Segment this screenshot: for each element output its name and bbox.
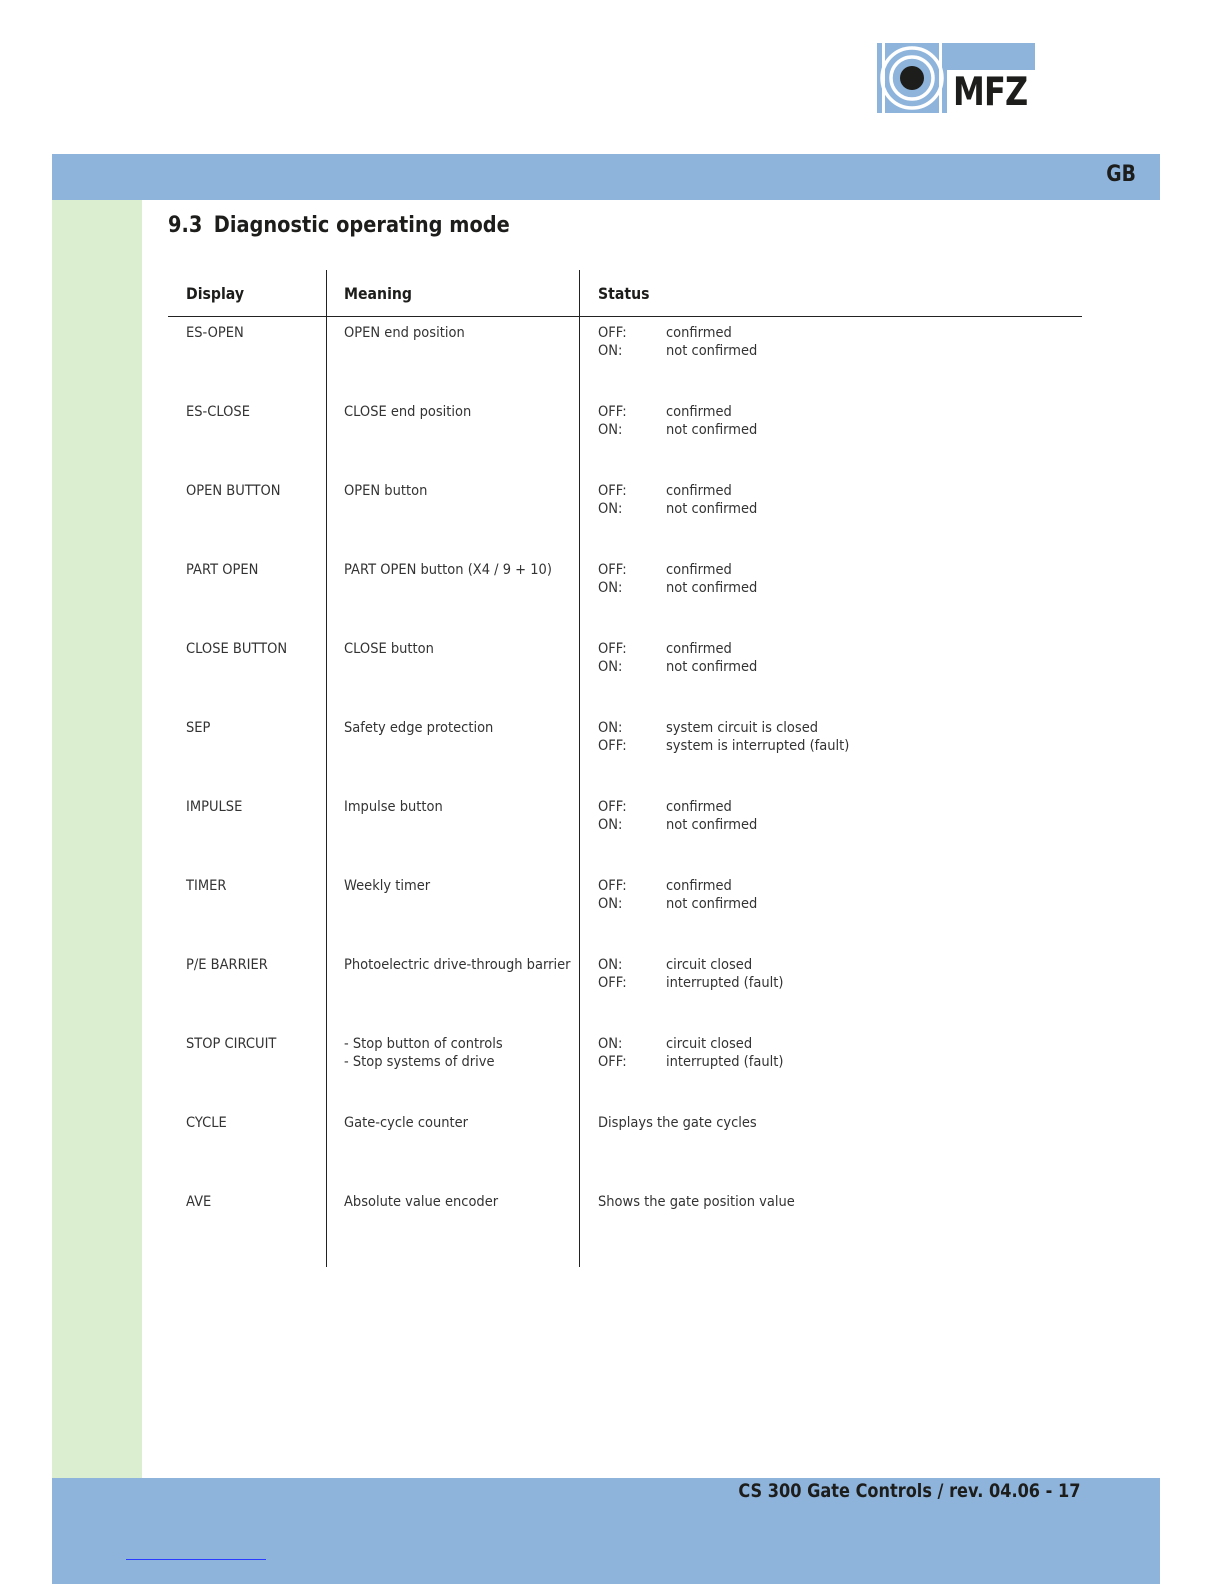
status-description: system circuit is closed — [666, 720, 819, 736]
status-description: confirmed — [666, 799, 732, 815]
status-description: interrupted (fault) — [666, 1054, 784, 1070]
status-description: Displays the gate cycles — [598, 1115, 757, 1131]
display-cell: ES-OPEN — [186, 325, 244, 341]
status-state: ON: — [598, 501, 623, 517]
status-state: ON: — [598, 343, 623, 359]
meaning-cell: Absolute value encoder — [344, 1194, 499, 1210]
meaning-cell: - Stop systems of drive — [344, 1054, 495, 1070]
table-row — [168, 956, 1082, 1035]
column-header-status: Status — [598, 284, 650, 303]
status-state: ON: — [598, 817, 623, 833]
display-cell: SEP — [186, 720, 211, 736]
status-state: OFF: — [598, 799, 627, 815]
status-state: ON: — [598, 422, 623, 438]
section-title: Diagnostic operating mode — [213, 213, 510, 238]
status-description: circuit closed — [666, 1036, 753, 1052]
status-description: not confirmed — [666, 659, 758, 675]
status-description: confirmed — [666, 641, 732, 657]
table-row — [168, 561, 1082, 640]
meaning-cell: Gate-cycle counter — [344, 1115, 469, 1131]
display-cell: PART OPEN — [186, 562, 259, 578]
meaning-cell: Weekly timer — [344, 878, 431, 894]
side-band — [52, 200, 142, 1478]
table-row — [168, 877, 1082, 956]
display-cell: ES-CLOSE — [186, 404, 250, 420]
status-description: confirmed — [666, 404, 732, 420]
status-state: ON: — [598, 896, 623, 912]
table-row — [168, 1035, 1082, 1114]
status-description: confirmed — [666, 878, 732, 894]
status-state: OFF: — [598, 404, 627, 420]
column-header-meaning: Meaning — [344, 284, 413, 303]
status-description: not confirmed — [666, 343, 758, 359]
status-description: confirmed — [666, 483, 732, 499]
table-row — [168, 719, 1082, 798]
status-state: ON: — [598, 1036, 623, 1052]
status-state: OFF: — [598, 1054, 627, 1070]
meaning-cell: Photoelectric drive-through barrier — [344, 957, 571, 973]
table-row — [168, 1193, 1082, 1272]
status-state: ON: — [598, 659, 623, 675]
table-row — [168, 324, 1082, 403]
meaning-cell: Impulse button — [344, 799, 443, 815]
meaning-cell: - Stop button of controls — [344, 1036, 503, 1052]
footer-link-underline — [126, 1559, 266, 1560]
status-description: not confirmed — [666, 817, 758, 833]
status-description: circuit closed — [666, 957, 753, 973]
status-state: OFF: — [598, 641, 627, 657]
display-cell: STOP CIRCUIT — [186, 1036, 277, 1052]
status-state: OFF: — [598, 738, 627, 754]
status-description: confirmed — [666, 325, 732, 341]
status-state: ON: — [598, 720, 623, 736]
display-cell: CYCLE — [186, 1115, 227, 1131]
status-description: confirmed — [666, 562, 732, 578]
meaning-cell: OPEN end position — [344, 325, 465, 341]
table-row — [168, 403, 1082, 482]
header-rule — [168, 316, 1082, 317]
status-description: Shows the gate position value — [598, 1194, 795, 1210]
status-description: not confirmed — [666, 501, 758, 517]
display-cell: P/E BARRIER — [186, 957, 268, 973]
status-state: OFF: — [598, 562, 627, 578]
status-description: not confirmed — [666, 422, 758, 438]
status-state: OFF: — [598, 878, 627, 894]
table-row — [168, 640, 1082, 719]
display-cell: TIMER — [186, 878, 227, 894]
display-cell: IMPULSE — [186, 799, 243, 815]
table-row — [168, 482, 1082, 561]
language-label: GB — [1106, 162, 1136, 187]
meaning-cell: CLOSE end position — [344, 404, 472, 420]
meaning-cell: PART OPEN button (X4 / 9 + 10) — [344, 562, 552, 578]
footer-text: CS 300 Gate Controls / rev. 04.06 - 17 — [737, 1480, 1080, 1502]
meaning-cell: CLOSE button — [344, 641, 434, 657]
status-state: OFF: — [598, 483, 627, 499]
section-heading — [168, 213, 510, 238]
status-state: ON: — [598, 580, 623, 596]
status-description: not confirmed — [666, 580, 758, 596]
mfz-logo — [877, 43, 1035, 113]
status-description: not confirmed — [666, 896, 758, 912]
column-header-display: Display — [186, 284, 245, 303]
footer-band — [52, 1478, 1160, 1584]
status-state: OFF: — [598, 325, 627, 341]
display-cell: CLOSE BUTTON — [186, 641, 288, 657]
display-cell: AVE — [186, 1194, 212, 1210]
logo-text: MFZ — [953, 70, 1028, 115]
table-row — [168, 1114, 1082, 1193]
meaning-cell: Safety edge protection — [344, 720, 494, 736]
status-description: interrupted (fault) — [666, 975, 784, 991]
table-row — [168, 798, 1082, 877]
status-state: ON: — [598, 957, 623, 973]
meaning-cell: OPEN button — [344, 483, 428, 499]
diagnostic-table — [168, 270, 1082, 1267]
status-description: system is interrupted (fault) — [666, 738, 850, 754]
status-state: OFF: — [598, 975, 627, 991]
section-number: 9.3 — [168, 213, 203, 238]
header-band — [52, 154, 1160, 200]
display-cell: OPEN BUTTON — [186, 483, 281, 499]
